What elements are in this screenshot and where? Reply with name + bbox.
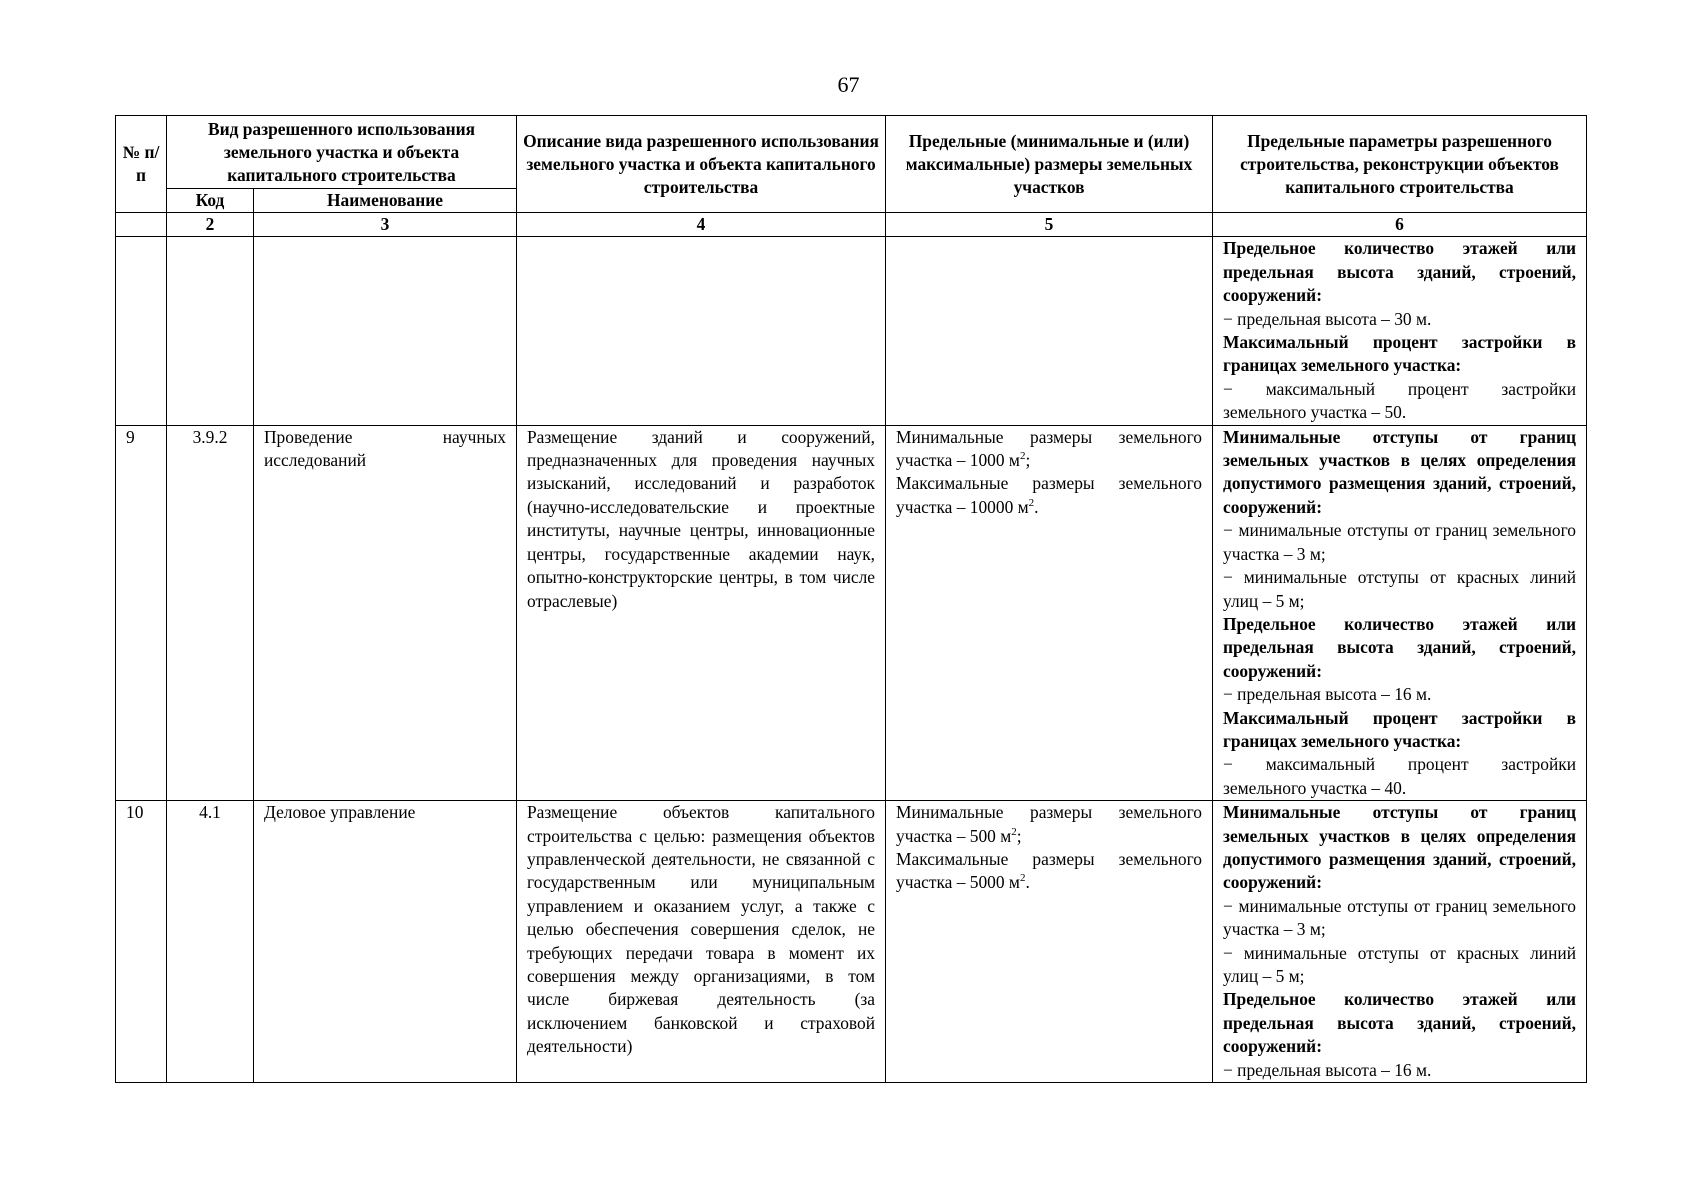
param-item: − предельная высота – 30 м.	[1223, 308, 1432, 329]
row-code: 4.1	[167, 801, 254, 1083]
row-number	[116, 237, 167, 425]
param-item: − максимальный процент застройки земельного участка – 40.	[1223, 754, 1577, 798]
param-item: − минимальные отступы от красных линий улиц – 5 м;	[1223, 567, 1577, 611]
row-name	[254, 237, 517, 425]
page-number: 67	[837, 72, 860, 97]
param-heading: Предельное количество этажей или предельная высота зданий, строений, сооружений:	[1223, 989, 1577, 1057]
param-item: − предельная высота – 16 м.	[1223, 684, 1432, 705]
param-heading: Максимальный процент застройки в границах земельного участка:	[1223, 707, 1577, 751]
param-heading: Предельное количество этажей или предельная высота зданий, строений, сооружений:	[1223, 613, 1577, 681]
param-item: − максимальный процент застройки земельного участка – 50.	[1223, 378, 1577, 423]
size-sup: 2	[1019, 872, 1026, 885]
land-use-table	[115, 115, 1587, 1083]
row-code	[167, 237, 254, 425]
param-item: − минимальные отступы от границ земельного участка – 3 м;	[1223, 895, 1577, 940]
size-item	[896, 848, 1202, 895]
header-sizes: Предельные (минимальные и (или) максимальные) размеры земельных участков	[886, 116, 1213, 213]
row-name: Деловое управление	[254, 801, 517, 1083]
column-number: 2	[167, 213, 254, 237]
param-heading: Минимальные отступы от границ земельных участков в целях определения допустимого размещения зданий, строений, сооружений:	[1223, 426, 1577, 517]
column-number-row	[116, 213, 1587, 237]
row-params	[1213, 801, 1587, 1083]
header-kind: Вид разрешенного использования земельного участка и объекта капитального строительства	[167, 116, 517, 189]
table-row	[116, 425, 1587, 801]
row-name: Проведение научных исследований	[254, 425, 517, 801]
header-name: Наименование	[254, 189, 517, 213]
param-heading: Максимальный процент застройки в границах земельного участка:	[1223, 332, 1577, 376]
header-code: Код	[167, 189, 254, 213]
row-description	[517, 237, 886, 425]
size-sup: 2	[1028, 497, 1035, 510]
row-sizes	[886, 801, 1213, 1083]
header-number: № п/п	[116, 116, 167, 213]
param-item: − минимальные отступы от красных линий улиц – 5 м;	[1223, 942, 1577, 986]
param-item: − предельная высота – 16 м.	[1223, 1059, 1432, 1080]
size-text: Максимальные размеры земельного участка – 10000 м	[896, 473, 1203, 517]
row-params	[1213, 237, 1587, 425]
row-description: Размещение объектов капитального строительства с целью: размещения объектов управленческой деятельности, не связанной с государственным или муниципальным управлением и оказанием услуг, а также с целью обеспечения совершения сделок, не требующих передачи товара в момент их совершения между организациями, в том числе биржевая деятельность (за исключением банковской и страховой деятельности)	[517, 801, 886, 1083]
size-text: Минимальные размеры земельного участка – 1000 м	[896, 426, 1203, 471]
column-number: 4	[517, 213, 886, 237]
param-heading: Минимальные отступы от границ земельных участков в целях определения допустимого размещения зданий, строений, сооружений:	[1223, 802, 1577, 893]
row-sizes	[886, 425, 1213, 801]
param-item: − минимальные отступы от границ земельного участка – 3 м;	[1223, 520, 1577, 564]
size-after: ;	[1016, 825, 1022, 846]
size-item	[896, 472, 1202, 519]
row-number: 10	[116, 801, 167, 1083]
row-code: 3.9.2	[167, 425, 254, 801]
column-number: 3	[254, 213, 517, 237]
size-sup: 2	[1011, 825, 1017, 838]
size-text: Максимальные размеры земельного участка – 5000 м	[896, 848, 1203, 893]
size-after: .	[1025, 872, 1030, 893]
size-after: ;	[1025, 450, 1031, 471]
row-number: 9	[116, 425, 167, 801]
header-description: Описание вида разрешенного использования земельного участка и объекта капитального строительства	[517, 116, 886, 213]
row-params	[1213, 425, 1587, 801]
size-item	[896, 426, 1202, 473]
column-number: 6	[1213, 213, 1587, 237]
column-number: 5	[886, 213, 1213, 237]
size-after: .	[1034, 496, 1039, 517]
column-number	[116, 213, 167, 237]
size-sup: 2	[1019, 450, 1026, 463]
size-text: Минимальные размеры земельного участка – 500 м	[896, 802, 1203, 846]
table-row	[116, 801, 1587, 1083]
size-item	[896, 801, 1202, 848]
header-params: Предельные параметры разрешенного строительства, реконструкции объектов капитального строительства	[1213, 116, 1587, 213]
param-heading: Предельное количество этажей или предельная высота зданий, строений, сооружений:	[1223, 238, 1577, 306]
row-sizes	[886, 237, 1213, 425]
table-row	[116, 237, 1587, 425]
row-description: Размещение зданий и сооружений, предназначенных для проведения научных изысканий, исследований и разработок (научно-исследовательские и проектные институты, научные центры, инновационные центры, государственные академии наук, опытно-конструкторские центры, в том числе отраслевые)	[517, 425, 886, 801]
